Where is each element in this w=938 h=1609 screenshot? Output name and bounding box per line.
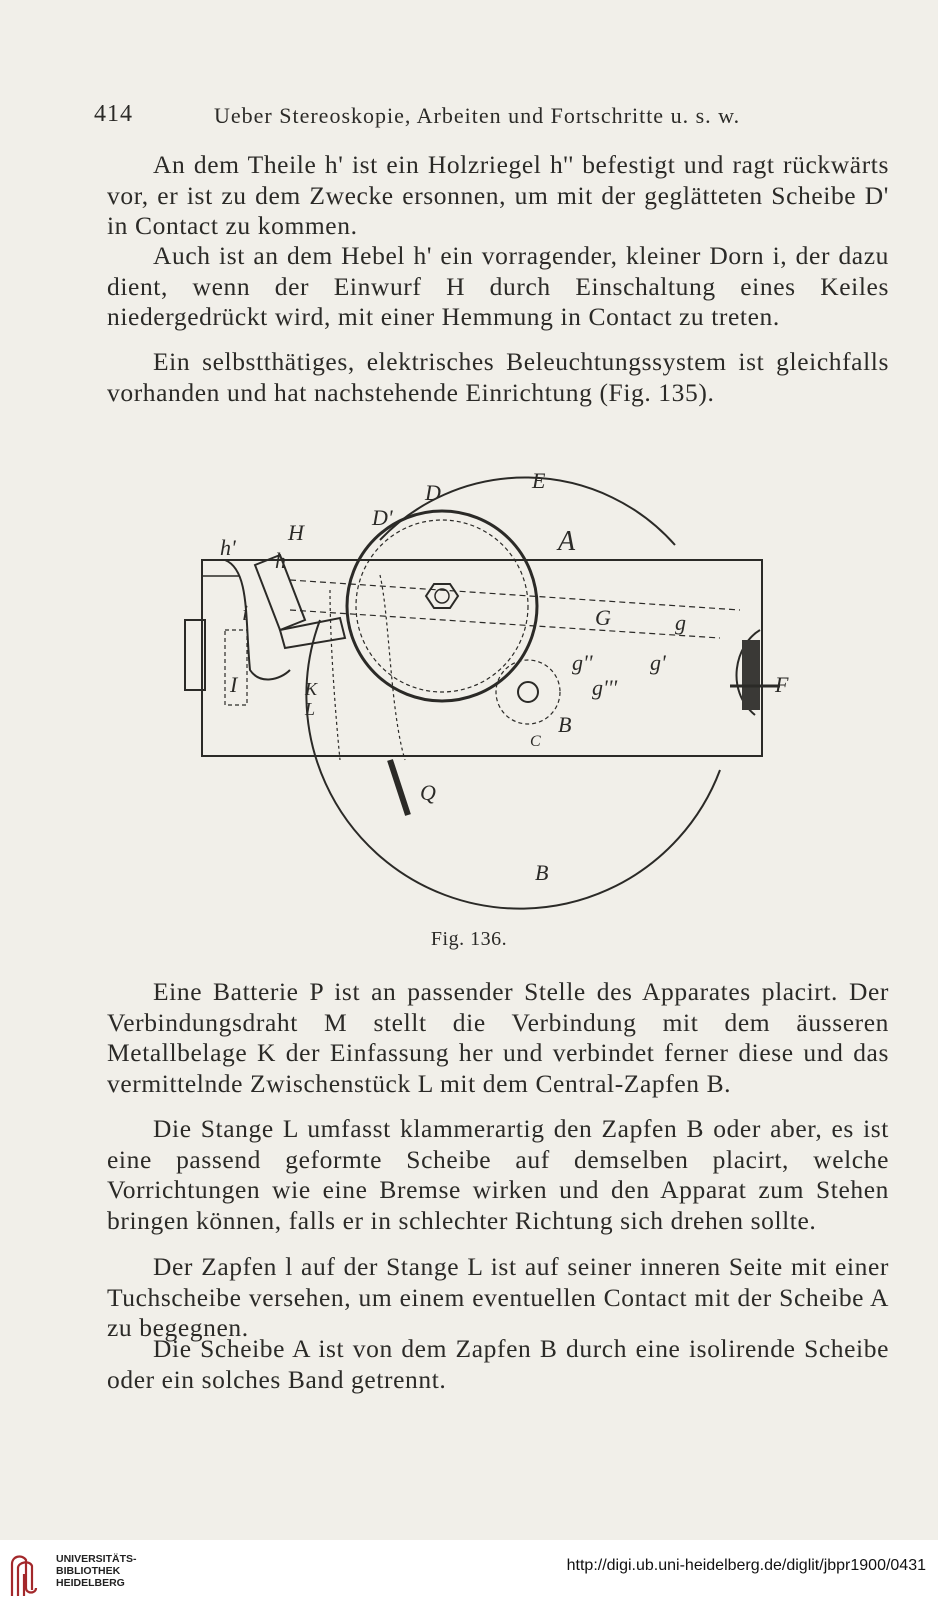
paragraph-3 bbox=[107, 347, 889, 408]
paragraph-6-text: Der Zapfen l auf der Stange L ist auf seiner inneren Seite mit einer Tuchscheibe versehen, um einem eventuellen Contact mit der Scheibe A zu begegnen. bbox=[107, 1252, 889, 1342]
source-url-link[interactable]: http://digi.ub.uni-heidelberg.de/diglit/jbpr1900/0431 bbox=[566, 1557, 926, 1574]
page-header bbox=[94, 101, 854, 131]
label-g2: g'' bbox=[572, 650, 593, 675]
library-name-line2: BIBLIOTHEK bbox=[56, 1565, 121, 1577]
label-I: I bbox=[230, 672, 238, 697]
library-name bbox=[56, 1553, 137, 1589]
mechanism-figure bbox=[180, 470, 800, 920]
label-g: g bbox=[675, 610, 686, 635]
label-g3: g''' bbox=[592, 675, 618, 700]
running-head: Ueber Stereoskopie, Arbeiten und Fortschritte u. s. w. bbox=[214, 103, 741, 128]
paragraph-5-text: Die Stange L umfasst klammerartig den Zapfen B oder aber, es ist eine passend geformte Scheibe auf demselben placirt, welche Vorrichtungen wie eine Bremse wirken und den Apparat zum Stehen bringen können, falls er in schlechter Richtung sich drehen sollte. bbox=[107, 1114, 889, 1235]
label-B: B bbox=[558, 712, 572, 737]
label-g1: g' bbox=[650, 650, 666, 675]
label-D1: D' bbox=[372, 505, 393, 530]
label-h1: h' bbox=[220, 535, 236, 560]
central-nut bbox=[426, 584, 458, 608]
paragraph-2 bbox=[107, 241, 889, 333]
paragraph-3-text: Ein selbstthätiges, elektrisches Beleuchtungssystem ist gleichfalls vorhanden und hat nachstehende Einrichtung (Fig. 135). bbox=[107, 347, 889, 407]
label-K: K bbox=[305, 679, 318, 699]
label-L: L bbox=[305, 699, 316, 719]
label-A: A bbox=[558, 526, 576, 557]
library-name-line3: HEIDELBERG bbox=[56, 1577, 125, 1589]
digitization-footer bbox=[0, 1540, 938, 1609]
label-G: G bbox=[595, 605, 611, 630]
label-h: h bbox=[275, 548, 286, 573]
label-F: F bbox=[775, 672, 789, 697]
label-E: E bbox=[532, 470, 546, 493]
paragraph-6 bbox=[107, 1252, 889, 1344]
paragraph-4-text: Eine Batterie P ist an passender Stelle des Apparates placirt. Der Verbindungsdraht M stellt die Verbindung mit dem äusseren Metallbelage K der Einfassung her und verbindet ferner diese und das vermittelnde Zwischenstück L mit dem Central-Zapfen B. bbox=[107, 977, 889, 1098]
page-number: 414 bbox=[94, 101, 133, 127]
small-wheel bbox=[496, 660, 560, 724]
paragraph-4 bbox=[107, 977, 889, 1099]
label-i: i bbox=[242, 600, 249, 625]
paragraph-7-text: Die Scheibe A ist von dem Zapfen B durch eine isolirende Scheibe oder ein solches Band getrennt. bbox=[107, 1334, 889, 1394]
library-name-line1: UNIVERSITÄTS- bbox=[56, 1553, 137, 1565]
figure-caption: Fig. 136. bbox=[430, 928, 508, 950]
paragraph-1-text: An dem Theile h' ist ein Holzriegel h'' befestigt und ragt rückwärts vor, er ist zu dem Zwecke ersonnen, um mit der geglätteten Scheibe D' in Contact zu kommen. bbox=[107, 150, 889, 240]
label-D: D bbox=[425, 480, 441, 505]
label-H: H bbox=[288, 520, 304, 545]
label-C: C bbox=[530, 733, 541, 750]
paragraph-1 bbox=[107, 150, 889, 242]
frame-box bbox=[202, 560, 762, 756]
paragraph-5 bbox=[107, 1114, 889, 1236]
paragraph-7 bbox=[107, 1334, 889, 1395]
university-logo-icon bbox=[8, 1550, 50, 1600]
rod-q bbox=[390, 760, 408, 815]
gear-wheel bbox=[347, 511, 537, 701]
label-Q: Q bbox=[420, 780, 436, 805]
label-B2: B bbox=[535, 860, 549, 885]
paragraph-2-text: Auch ist an dem Hebel h' ein vorragender, kleiner Dorn i, der dazu dient, wenn der Einwurf H durch Einschaltung eines Keiles niedergedrückt wird, mit einer Hemmung in Contact zu treten. bbox=[107, 241, 889, 331]
